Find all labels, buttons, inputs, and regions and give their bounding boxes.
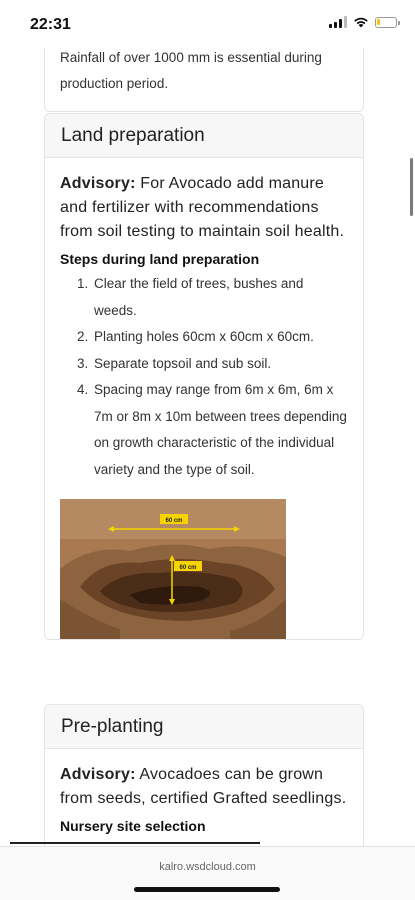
land-preparation-header[interactable] (45, 114, 363, 158)
steps-list (60, 271, 348, 483)
land-preparation-advisory (60, 172, 348, 244)
url-text[interactable]: kalro.wsdcloud.com (159, 861, 256, 873)
advisory-text: For Avocado add manure and fertilizer with recommendations from soil testing to maintain soil health. (60, 175, 345, 240)
pre-planting-advisory (60, 763, 348, 811)
browser-url-bar[interactable] (0, 846, 415, 900)
advisory-label: Advisory: (60, 175, 136, 192)
land-preparation-title: Land preparation (61, 124, 205, 146)
rainfall-text: Rainfall of over 1000 mm is essential during production period. (60, 50, 322, 91)
home-indicator[interactable] (134, 887, 280, 892)
scrollbar[interactable] (410, 158, 413, 216)
step-item: 1. Clear the field of trees, bushes and weeds. (92, 271, 348, 324)
pre-planting-header[interactable] (45, 705, 363, 749)
pre-planting-title: Pre-planting (61, 715, 164, 737)
advisory-text: Avocadoes can be grown from seeds, certified Grafted seedlings. (60, 766, 347, 807)
step-item: 4. Spacing may range from 6m x 6m, 6m x 7m or 8m x 10m between trees depending on growth characteristic of the individual variety and the type of soil. (92, 377, 348, 483)
battery-icon (375, 17, 397, 28)
status-time: 22:31 (30, 16, 71, 33)
battery-level (377, 19, 380, 25)
advisory-label: Advisory: (60, 766, 136, 783)
planting-hole-image (60, 499, 286, 639)
step-item: 2. Planting holes 60cm x 60cm x 60cm. (92, 324, 348, 351)
width-label: 60 cm (165, 518, 183, 524)
depth-label: 60 cm (179, 565, 197, 571)
nursery-site-heading: Nursery site selection (60, 818, 206, 834)
steps-title: Steps during land preparation (60, 251, 260, 267)
cellular-signal-icon (329, 16, 347, 28)
status-icons (329, 16, 397, 28)
wifi-icon (353, 16, 369, 28)
pre-planting-body (45, 749, 363, 838)
land-preparation-card (44, 113, 364, 640)
status-bar (0, 0, 415, 48)
step-item: 3. Separate topsoil and sub soil. (92, 351, 348, 378)
divider (10, 842, 260, 844)
land-preparation-body (45, 158, 363, 639)
